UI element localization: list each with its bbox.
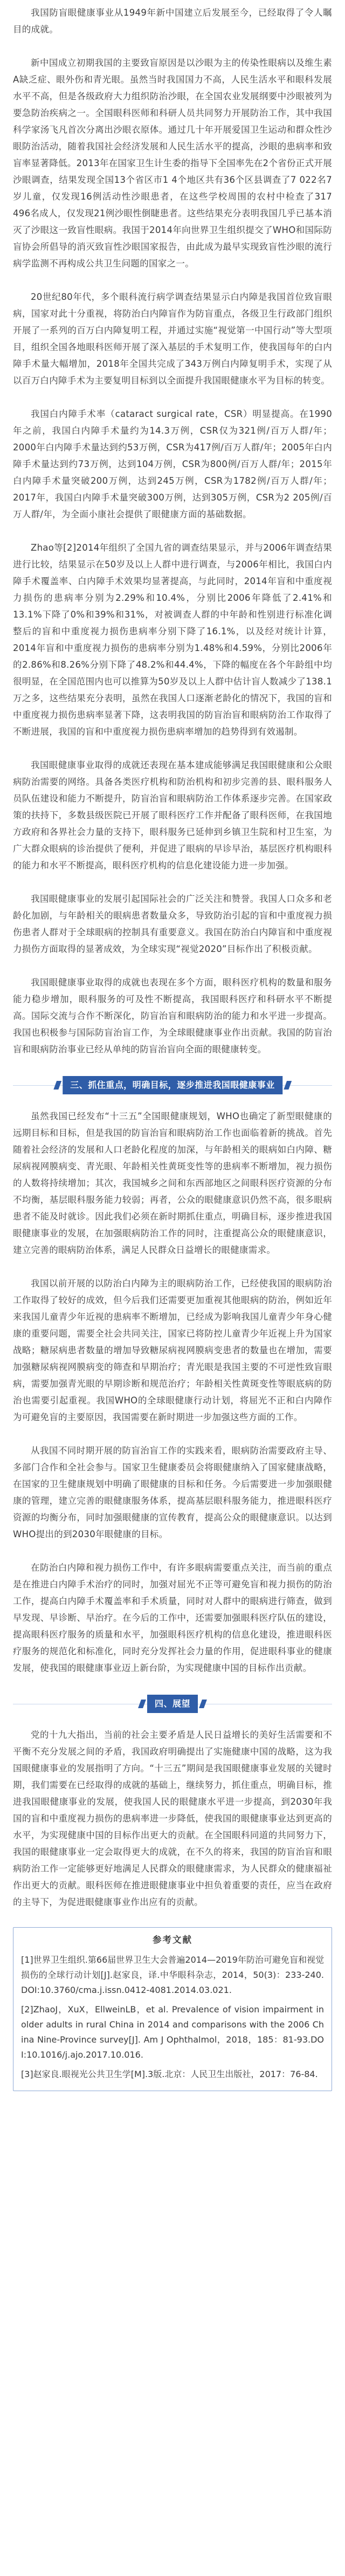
paragraph: 我国眼健康事业取得的成就还表现在基本建成能够满足我国眼健康和公众眼病防治需要的网络。具备各类医疗机构和防治机构和初步完善的县、眼科服务人员队伍建设和能力不断提升，防盲治盲和眼病防治工作体系逐步完善。在国家政策的扶持下，多数县级医院已开展了眼科医疗工作并配备了眼科医师，在我国地方政府和各界社会力量的支持下，眼科服务已延伸到乡镇卫生院和村卫生室，为广大群众眼病的诊治提供了便利，并促进了眼病的早诊早治，基层医疗机构眼科的能力和水平不断提高，眼科医疗机构的信息化建设能力进一步加强。	[13, 760, 332, 871]
reference-item: [2]ZhaoJ，XuX，EllweinLB，et al. Prevalence of vision impairment in older adults in rural China in 2014 and comparisons with the 2006 China Nine-Province survey[J]. Am J Ophthalmol，2018，185：81-93.DOI:10.1016/j.ajo.2017.10.016.	[21, 2004, 324, 2060]
paragraph: 虽然我国已经发布“十三五”全国眼健康规划，WHO也确定了新型眼健康的远期目标和目标，但是我国的防盲治盲和眼病防治工作也面临着新的挑战。首先随着社会经济的发展和人口老龄化程度的加深，与年龄相关的眼病如白内障、糖尿病视网膜病变、青光眼、年龄相关性黄斑变性等的患病率不断增加，视力损伤的人数将持续增加；其次，我国城乡之间和东西部地区之间眼科医疗资源的分布不均衡，基层眼科服务能力较弱；再者，公众的眼健康意识仍然不高，很多眼病患者不能及时就诊。因此我们必须在新时期抓住重点，明确目标，逐步推进我国眼健康事业的发展，在加强眼病防治工作的同时，注重提高公众的眼健康意识，建立完善的眼病防治体系，满足人民群众日益增长的眼健康需求。	[13, 1111, 332, 1255]
section-heading-3	[13, 1074, 332, 1096]
paragraph: 新中国成立初期我国的主要致盲原因是以沙眼为主的传染性眼病以及维生素A缺乏症、眼外伤和青光眼。虽然当时我国国力不高，人民生活水平和眼科发展水平不高，但是各级政府大力组织防治沙眼，在全国农业发展纲要中沙眼被列为要急防治疾病之一。全国眼科医师和科研人员共同努力开展防治工作，其中我国科学家汤飞凡首次分离出沙眼衣原体。通过几十年开展爱国卫生运动和群众性沙眼防治活动，随着我国社会经济发展和人民生活水平的提高，沙眼的患病率和致盲率显著降低。2013年在国家卫生计生委的指导下全国率先在2个省份正式开展沙眼调查，结果发现全国13个省区市1 4个地区共有36个区县调查了7 022名7岁儿童，仅发现16例活动性沙眼患者，在这些学校周围的农村中检查了317 496名成人，仅发现21例沙眼性倒睫患者。这些结果充分表明我国几乎已基本消灭了沙眼这一致盲性眼病。我国于2014年向世界卫生组织提交了WHO和国际防盲协会所倡导的消灭致盲性沙眼国家报告，由此成为最早实现致盲性沙眼的流行病学监测不再构成公共卫生问题的国家之一。	[13, 58, 332, 269]
section-heading-label: 三、抓住重点，明确目标，逐步推进我国眼健康事业	[63, 1076, 282, 1094]
paragraph: 我国以前开展的以防治白内障为主的眼病防治工作，已经使我国的眼病防治工作取得了较好的成效，但今后我们还需要更加重视其他眼病的防治，例如近年来我国儿童青少年近视的患病率不断增加，已经成为影响我国儿童青少年身心健康的重要问题，需要全社会共同关注，国家已将防控儿童青少年近视上升为国家战略；糖尿病患者数量的增加导致糖尿病视网膜病变患者的数量也在增加，需要加强糖尿病视网膜病变的筛查和早期治疗；青光眼是我国主要的不可逆性致盲眼病，需要加强青光眼的早期诊断和规范治疗；年龄相关性黄斑变性等眼底病的防治也需要引起重视。我国WHO的全球眼健康行动计划，将屈光不正和白内障作为可避免盲的主要原因，我国需要在新时期进一步加强这些方面的工作。	[13, 1278, 332, 1422]
paragraph: 在防治白内障和视力损伤工作中，有许多眼病需要重点关注，而当前的重点是在推进白内障手术治疗的同时，加强对屈光不正等可避免盲和视力损伤的防治工作，提高白内障手术覆盖率和手术质量，同时对人群中的眼病进行筛查，做到早发现、早诊断、早治疗。在今后的工作中，还需要加强眼科医疗队伍的建设，提高眼科医疗服务的质量和水平，加强眼科医疗机构的信息化建设，推进眼科医疗服务的规范化和标准化，同时充分发挥社会力量的作用，促进眼科事业的健康发展，使我国的眼健康事业迈上新台阶，为实现健康中国的目标作出贡献。	[13, 1563, 332, 1673]
paragraph: 我国白内障手术率（cataract surgical rate，CSR）明显提高。在1990年之前，我国白内障手术量约为14.3万例，CSR仅为321例/百万人群/年；2000年白内障手术量达到约53万例，CSR为417例/百万人群/年；2005年白内障手术量达到约73万例，达到104万例，CSR为800例/百万人群/年；2015年白内障手术量突破200万例，达到245万例，CSR为1782例/百万人群/年；2017年，我国白内障手术量突破300万例，达到305万例，CSR为2 205例/百万人群/年，为全面小康社会提供了眼健康方面的基础数据。	[13, 409, 332, 519]
reference-item: [3]赵家良.眼视光公共卫生学[M].3版.北京：人民卫生出版社，2017：76-84.	[21, 2069, 318, 2079]
paragraph: 我国防盲眼健康事业从1949年新中国建立后发展至今，已经取得了令人瞩目的成就。	[13, 8, 332, 35]
paragraph: Zhao等[2]2014年组织了全国九省的调查结果显示，并与2006年调查结果进行比较，结果显示在50岁及以上人群中进行调查，与2006年相比，我国白内障手术覆盖率、白内障手术效果均显著提高，与此同时，2014年盲和中重度视力损伤的患病率分别为2.29%和10.4%，分别比2006年降低了2.41%和13.1%下降了0%和39%和31%，对被调查人群的中年龄和性别进行标准化调整后的盲和中重度视力损伤患病率分别下降了16.1%，以及经对统计计算，2014年盲和中重度视力损伤的患病率分别为1.48%和4.59%，分别比2006年的2.86%和8.26%分别下降了48.2%和44.4%，下降的幅度在各个年龄组中均很明显，在全国范围内也可以推算为50岁及以上人群中估计盲人数减少了138.1万之多，这些结果充分表明，虽然在我国人口逐渐老龄化的情况下，我国的盲和中重度视力损伤患病率显著下降，这表明我国的防盲治盲和眼病防治工作取得了不断进展，我国的盲和中重度视力损伤患病率增加的趋势得到有效遏制。	[13, 543, 332, 737]
article-body-part-1	[13, 4, 332, 1058]
paragraph: 我国眼健康事业的发展引起国际社会的广泛关注和赞誉。我国人口众多和老龄化加剧，与年龄相关的眼病患者数量众多，导致防治引起的盲和中重度视力损伤患者人群对于全球眼病的控制具有重要意义。我国在防治白内障盲和中重度视力损伤方面取得的显著成效，为全球实现“视觉2020”目标作出了积极贡献。	[13, 894, 332, 954]
paragraph: 我国眼健康事业取得的成就也表现在多个方面，眼科医疗机构的数量和服务能力稳步增加，眼科服务的可及性不断提高，我国眼科医疗和科研水平不断提高。国际交流与合作不断深化，防盲治盲和眼病防治的能力和水平进一步提高。我国也积极参与国际防盲治盲工作，为全球眼健康事业作出贡献。我国的防盲治盲和眼病防治事业已经从单纯的防盲治盲向全面的眼健康转变。	[13, 977, 332, 1054]
paragraph: 20世纪80年代，多个眼科流行病学调查结果显示白内障是我国首位致盲眼病，国家对此十分重视，将防治白内障盲作为防盲重点，各级卫生行政部门组织开展了一系列的百万白内障复明工程，并通过实施“视觉第一中国行动”等大型项目，组织全国各地眼科医师开展了深入基层的手术复明工作，使我国每年的白内障手术量大幅增加，2018年全国共完成了343万例白内障复明手术，实现了从以百万白内障手术为主要复明目标到以全面提升我国眼健康水平为目标的转变。	[13, 292, 332, 386]
section-heading-label: 四、展望	[147, 1695, 198, 1713]
references-title: 参考文献	[153, 1935, 192, 1945]
section-heading-4	[13, 1693, 332, 1715]
paragraph: 党的十九大指出，当前的社会主要矛盾是人民日益增长的美好生活需要和不平衡不充分发展之间的矛盾，我国政府明确提出了实施健康中国的战略，这为我国眼健康事业的发展指明了方向。“十三五”期间是我国眼健康事业发展的关键时期，我们需要在已经取得的成就的基础上，继续努力，抓住重点，明确目标，推进我国眼健康事业的发展，使我国人民的眼健康水平进一步提高，到2030年我国的盲和中重度视力损伤的患病率进一步降低，使我国的眼健康事业达到更高的水平，为实现健康中国的目标作出更大的贡献。在全国眼科同道的共同努力下，我国的眼健康事业一定会取得更大的成就，在不久的将来，我国的防盲治盲和眼病防治工作一定能够更好地满足人民群众的眼健康需求，为人民群众的健康福祉作出更大的贡献。眼科医师在推进眼健康事业中担负着重要的责任，应当在政府的主导下，为促进眼健康事业作出应有的贡献。	[13, 1730, 332, 1907]
paragraph: 从我国不同时期开展的防盲治盲工作的实践来看，眼病防治需要政府主导、多部门合作和全社会参与。国家卫生健康委员会将眼健康纳入了国家健康战略，在国家的卫生健康规划中明确了眼健康的目标和任务。今后需要进一步加强眼健康的管理，建立完善的眼健康服务体系，提高基层眼科服务能力，推进眼科医疗资源的均衡分布，同时加强眼健康的宣传教育，提高公众的眼健康意识。以达到WHO提出的到2030年眼健康的目标。	[13, 1445, 332, 1539]
article-body-part-2	[13, 1108, 332, 1676]
reference-item: [1]世界卫生组织.第66届世界卫生大会普遍2014—2019年防治可避免盲和视觉损伤的全球行动计划[J].赵家良，译.中华眼科杂志，2014，50(3)：233-240.DOI:10.3760/cma.j.issn.0412-4081.2014.03.021.	[21, 1955, 324, 1995]
article-body-part-3	[13, 1727, 332, 1910]
references-box	[13, 1927, 332, 2091]
